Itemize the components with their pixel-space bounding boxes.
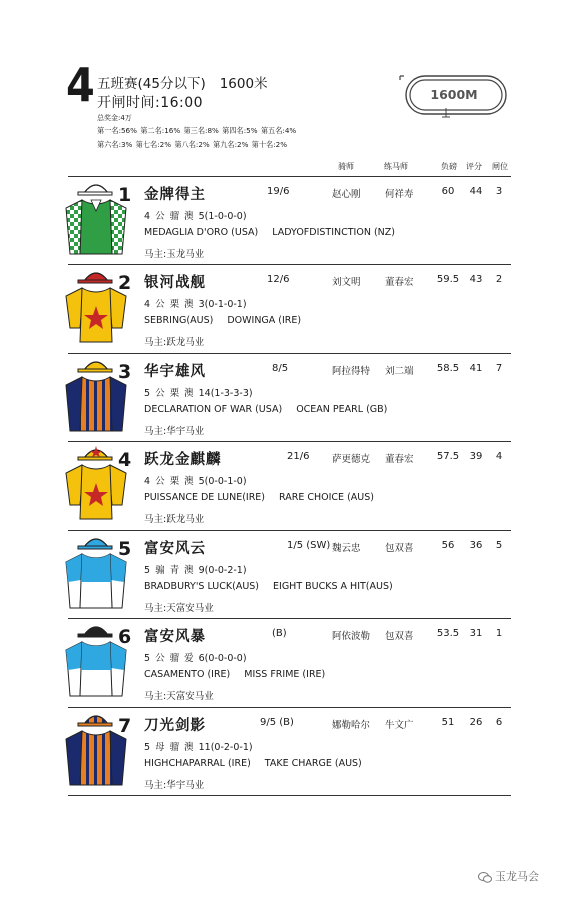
sire: HIGHCHAPARRAL (IRE) (144, 758, 251, 769)
rating: 44 (469, 186, 483, 197)
weight: 56 (441, 540, 455, 551)
horse-info: 5 公 栗 澳 14(1-3-3-3) (144, 388, 253, 399)
odds: 8/5 (272, 363, 289, 374)
runner-number: 1 (118, 184, 132, 206)
horse-info: 5 骟 青 澳 9(0-0-2-1) (144, 565, 247, 576)
pedigree (144, 227, 395, 238)
dam: OCEAN PEARL (GB) (296, 404, 388, 415)
runner-number: 2 (118, 272, 132, 294)
horse-name: 富安风云 (144, 541, 206, 557)
odds: 1/5 (SW) (287, 540, 331, 551)
dam: RARE CHOICE (AUS) (279, 492, 374, 503)
runner-row-6[interactable] (62, 620, 514, 708)
weight: 57.5 (436, 451, 460, 462)
pedigree (144, 581, 393, 592)
horse-name: 金牌得主 (144, 187, 206, 203)
odds: (B) (272, 628, 287, 639)
rating: 26 (469, 717, 483, 728)
horse-info: 5 公 骝 爱 6(0-0-0-0) (144, 653, 247, 664)
rating: 43 (469, 274, 483, 285)
trainer-name: 牛文广 (385, 720, 414, 731)
horse-name: 跃龙金麒麟 (144, 452, 222, 468)
runner-row-2[interactable] (62, 266, 514, 354)
track-distance-label: 1600M (430, 87, 478, 102)
draw: 5 (495, 540, 503, 551)
draw: 6 (495, 717, 503, 728)
trainer-name: 董春宏 (385, 277, 414, 288)
prize-pct-line1: 第一名:56% 第二名:16% 第三名:8% 第四名:5% 第五名:4% (97, 126, 297, 135)
sire: CASAMENTO (IRE) (144, 669, 231, 680)
header-weight: 负磅 (441, 162, 457, 171)
dam: LADYOFDISTINCTION (NZ) (272, 227, 395, 238)
weight: 53.5 (436, 628, 460, 639)
odds: 12/6 (267, 274, 290, 285)
trainer-name: 包双喜 (385, 543, 414, 554)
gate-time: 开闸时间:16:00 (97, 95, 204, 111)
draw: 2 (495, 274, 503, 285)
wechat-icon (478, 872, 492, 883)
dam: DOWINGA (IRE) (227, 315, 302, 326)
jockey-name: 魏云忠 (332, 543, 361, 554)
watermark (478, 868, 539, 884)
sire: BRADBURY'S LUCK(AUS) (144, 581, 260, 592)
owner: 马主:跃龙马业 (144, 337, 205, 348)
draw: 3 (495, 186, 503, 197)
horse-name: 刀光剑影 (144, 718, 206, 734)
runner-row-5[interactable] (62, 532, 514, 620)
weight: 51 (441, 717, 455, 728)
sire: DECLARATION OF WAR (USA) (144, 404, 283, 415)
race-class: 五班赛(45分以下) (97, 76, 206, 92)
race-number: 4 (66, 58, 95, 112)
odds: 21/6 (287, 451, 310, 462)
trainer-name: 何祥寿 (385, 189, 414, 200)
draw: 4 (495, 451, 503, 462)
pedigree (144, 315, 301, 326)
divider (68, 176, 511, 177)
horse-info: 4 公 骝 澳 5(1-0-0-0) (144, 211, 247, 222)
weight: 58.5 (436, 363, 460, 374)
weight: 59.5 (436, 274, 460, 285)
header-draw: 闸位 (492, 162, 508, 171)
owner: 马主:华宇马业 (144, 780, 205, 791)
jockey-name: 阿拉得特 (332, 366, 371, 377)
watermark-text: 玉龙马会 (495, 870, 539, 883)
race-title (97, 72, 268, 92)
dam: TAKE CHARGE (AUS) (264, 758, 362, 769)
rating: 31 (469, 628, 483, 639)
odds: 19/6 (267, 186, 290, 197)
horse-name: 银河战舰 (144, 275, 206, 291)
jockey-name: 赵心刚 (332, 189, 361, 200)
sire: PUISSANCE DE LUNE(IRE) (144, 492, 266, 503)
header-trainer: 练马师 (384, 162, 408, 171)
jockey-name: 娜勒哈尔 (332, 720, 371, 731)
rating: 36 (469, 540, 483, 551)
horse-name: 华宇雄风 (144, 364, 206, 380)
owner: 马主:玉龙马业 (144, 249, 205, 260)
pedigree (144, 404, 387, 415)
runner-row-4[interactable] (62, 443, 514, 531)
dam: MISS FRIME (IRE) (244, 669, 326, 680)
runner-number: 5 (118, 538, 132, 560)
sire: MEDAGLIA D'ORO (USA) (144, 227, 259, 238)
owner: 马主:华宇马业 (144, 426, 205, 437)
sire: SEBRING(AUS) (144, 315, 214, 326)
owner: 马主:天富安马业 (144, 603, 214, 614)
horse-name: 富安风暴 (144, 629, 206, 645)
horse-info: 4 公 栗 澳 3(0-1-0-1) (144, 299, 247, 310)
header-jockey: 骑师 (338, 162, 354, 171)
jockey-name: 刘文明 (332, 277, 361, 288)
pedigree (144, 758, 362, 769)
runner-number: 3 (118, 361, 132, 383)
horse-info: 4 公 栗 澳 5(0-0-1-0) (144, 476, 247, 487)
trainer-name: 董春宏 (385, 454, 414, 465)
jockey-name: 阿依波勒 (332, 631, 371, 642)
trainer-name: 刘二端 (385, 366, 414, 377)
race-distance: 1600米 (219, 76, 268, 92)
dam: EIGHT BUCKS A HIT(AUS) (273, 581, 393, 592)
header-rating: 评分 (466, 162, 482, 171)
runner-number: 4 (118, 449, 132, 471)
pedigree (144, 492, 374, 503)
runner-number: 6 (118, 626, 132, 648)
prize-pct-line2: 第六名:3% 第七名:2% 第八名:2% 第九名:2% 第十名:2% (97, 140, 288, 149)
rating: 41 (469, 363, 483, 374)
runner-row-3[interactable] (62, 355, 514, 443)
trainer-name: 包双喜 (385, 631, 414, 642)
runner-row-7[interactable] (62, 709, 514, 797)
draw: 1 (495, 628, 503, 639)
purse: 总奖金:4万 (97, 114, 132, 122)
weight: 60 (441, 186, 455, 197)
runner-row-1[interactable] (62, 178, 514, 266)
owner: 马主:跃龙马业 (144, 514, 205, 525)
odds: 9/5 (B) (260, 717, 294, 728)
rating: 39 (469, 451, 483, 462)
draw: 7 (495, 363, 503, 374)
jockey-name: 萨更德克 (332, 454, 371, 465)
pedigree (144, 669, 325, 680)
horse-info: 5 母 骝 澳 11(0-2-0-1) (144, 742, 253, 753)
owner: 马主:天富安马业 (144, 691, 214, 702)
runner-number: 7 (118, 715, 132, 737)
